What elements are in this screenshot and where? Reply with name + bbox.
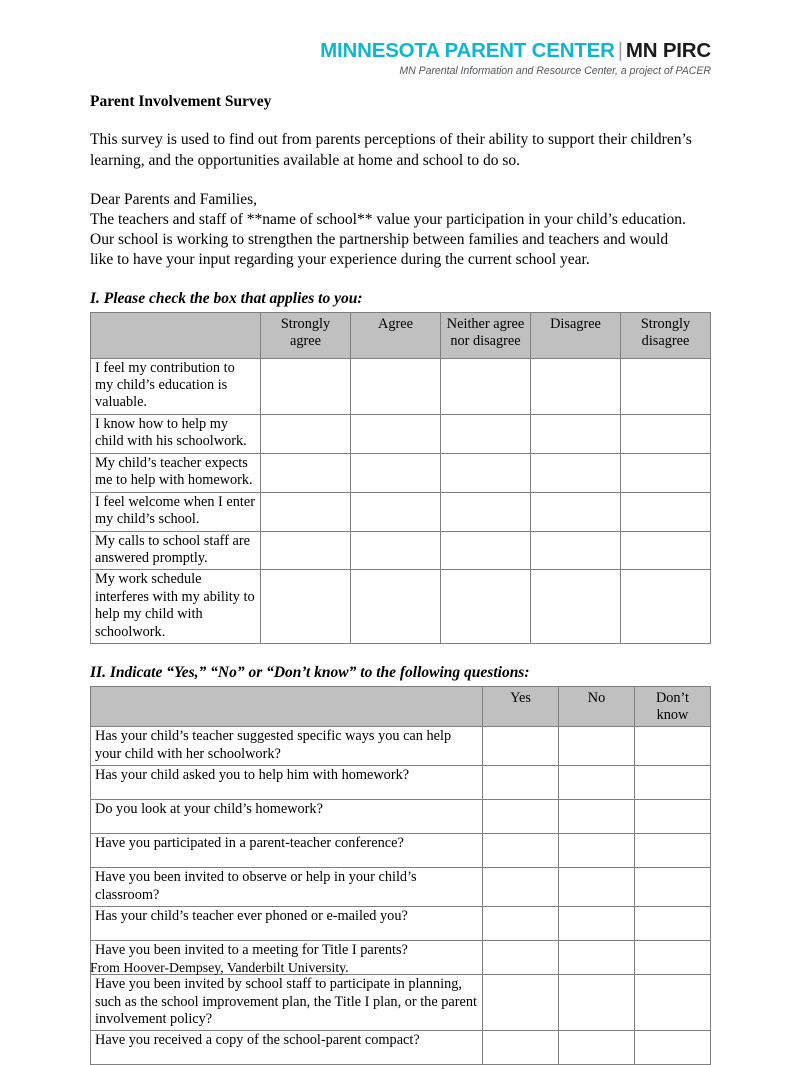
answer-checkbox-no[interactable] <box>559 834 635 868</box>
answer-checkbox-agree[interactable] <box>351 570 441 644</box>
answer-checkbox-strongly-disagree[interactable] <box>621 570 711 644</box>
section-one-heading: I. Please check the box that applies to you: <box>90 290 363 308</box>
answer-checkbox-yes[interactable] <box>483 1031 559 1065</box>
question-cell: Have you participated in a parent-teacher conference? <box>91 834 483 868</box>
table-row <box>91 414 711 453</box>
organization-logo <box>0 40 711 77</box>
letter-line-3: like to have your input regarding your experience during the current school year. <box>90 251 590 269</box>
answer-checkbox-strongly-agree[interactable] <box>261 570 351 644</box>
answer-checkbox-dont-know[interactable] <box>635 834 711 868</box>
answer-checkbox-strongly-disagree[interactable] <box>621 531 711 570</box>
statement-cell: My work schedule interferes with my ability to help my child with schoolwork. <box>91 570 261 644</box>
question-cell: Has your child asked you to help him with homework? <box>91 766 483 800</box>
answer-checkbox-strongly-disagree[interactable] <box>621 358 711 414</box>
table-row <box>91 492 711 531</box>
table-row <box>91 1031 711 1065</box>
statement-cell: My child’s teacher expects me to help with homework. <box>91 453 261 492</box>
answer-checkbox-dont-know[interactable] <box>635 868 711 907</box>
answer-checkbox-agree[interactable] <box>351 531 441 570</box>
column-header-dont-know: Don’t know <box>635 686 711 727</box>
intro-paragraph: This survey is used to find out from parents perceptions of their ability to support their children’s learning, and the opportunities available at home and school to do so. <box>90 131 692 169</box>
answer-checkbox-agree[interactable] <box>351 492 441 531</box>
table-row <box>91 531 711 570</box>
table-row <box>91 975 711 1031</box>
question-cell: Have you been invited to a meeting for Title I parents? <box>91 941 483 975</box>
logo-wordmark <box>0 40 711 62</box>
answer-checkbox-dont-know[interactable] <box>635 907 711 941</box>
answer-checkbox-strongly-agree[interactable] <box>261 453 351 492</box>
table-header-row <box>91 312 711 358</box>
answer-checkbox-neither[interactable] <box>441 414 531 453</box>
answer-checkbox-no[interactable] <box>559 727 635 766</box>
answer-checkbox-yes[interactable] <box>483 766 559 800</box>
table-row <box>91 800 711 834</box>
answer-checkbox-agree[interactable] <box>351 358 441 414</box>
column-header-statement <box>91 312 261 358</box>
answer-checkbox-strongly-disagree[interactable] <box>621 492 711 531</box>
spacer-before-section-two <box>90 644 710 663</box>
answer-checkbox-yes[interactable] <box>483 868 559 907</box>
answer-checkbox-strongly-agree[interactable] <box>261 492 351 531</box>
table-row <box>91 834 711 868</box>
spacer-before-section-one <box>90 270 710 289</box>
document-footer: From Hoover-Dempsey, Vanderbilt University. <box>90 960 349 975</box>
question-cell: Have you been invited to observe or help in your child’s classroom? <box>91 868 483 907</box>
answer-checkbox-yes[interactable] <box>483 907 559 941</box>
answer-checkbox-agree[interactable] <box>351 453 441 492</box>
logo-primary-text: MINNESOTA PARENT CENTER <box>320 39 615 62</box>
answer-checkbox-yes[interactable] <box>483 834 559 868</box>
answer-checkbox-dont-know[interactable] <box>635 800 711 834</box>
answer-checkbox-neither[interactable] <box>441 492 531 531</box>
column-header-no: No <box>559 686 635 727</box>
spacer-after-intro <box>90 171 710 190</box>
logo-secondary-text: MN PIRC <box>625 39 711 62</box>
statement-cell: I feel my contribution to my child’s education is valuable. <box>91 358 261 414</box>
column-header-strongly-disagree: Strongly disagree <box>621 312 711 358</box>
answer-checkbox-dont-know[interactable] <box>635 975 711 1031</box>
answer-checkbox-dont-know[interactable] <box>635 1031 711 1065</box>
spacer-after-title <box>90 111 710 130</box>
table-row <box>91 358 711 414</box>
answer-checkbox-yes[interactable] <box>483 975 559 1031</box>
letter-line-2: Our school is working to strengthen the partnership between families and teachers and would <box>90 230 669 248</box>
answer-checkbox-strongly-disagree[interactable] <box>621 453 711 492</box>
letter-line-1: The teachers and staff of **name of school** value your participation in your child’s education. <box>90 210 686 228</box>
question-cell: Have you received a copy of the school-parent compact? <box>91 1031 483 1065</box>
answer-checkbox-yes[interactable] <box>483 941 559 975</box>
column-header-strongly-agree: Strongly agree <box>261 312 351 358</box>
column-header-neither: Neither agree nor disagree <box>441 312 531 358</box>
answer-checkbox-no[interactable] <box>559 766 635 800</box>
answer-checkbox-no[interactable] <box>559 1031 635 1065</box>
answer-checkbox-disagree[interactable] <box>531 453 621 492</box>
answer-checkbox-no[interactable] <box>559 975 635 1031</box>
logo-separator: | <box>617 39 623 62</box>
answer-checkbox-disagree[interactable] <box>531 531 621 570</box>
answer-checkbox-neither[interactable] <box>441 358 531 414</box>
answer-checkbox-no[interactable] <box>559 868 635 907</box>
answer-checkbox-strongly-agree[interactable] <box>261 414 351 453</box>
statement-cell: My calls to school staff are answered promptly. <box>91 531 261 570</box>
answer-checkbox-neither[interactable] <box>441 531 531 570</box>
column-header-yes: Yes <box>483 686 559 727</box>
answer-checkbox-neither[interactable] <box>441 453 531 492</box>
answer-checkbox-yes[interactable] <box>483 800 559 834</box>
page-title: Parent Involvement Survey <box>90 93 272 110</box>
table-row <box>91 868 711 907</box>
section-two-table <box>90 686 711 1065</box>
answer-checkbox-no[interactable] <box>559 941 635 975</box>
answer-checkbox-disagree[interactable] <box>531 358 621 414</box>
table-row <box>91 570 711 644</box>
answer-checkbox-strongly-agree[interactable] <box>261 358 351 414</box>
salutation: Dear Parents and Families, <box>90 190 258 208</box>
table-row <box>91 453 711 492</box>
answer-checkbox-disagree[interactable] <box>531 492 621 531</box>
answer-checkbox-dont-know[interactable] <box>635 727 711 766</box>
answer-checkbox-no[interactable] <box>559 800 635 834</box>
answer-checkbox-dont-know[interactable] <box>635 941 711 975</box>
statement-cell: I know how to help my child with his schoolwork. <box>91 414 261 453</box>
column-header-agree: Agree <box>351 312 441 358</box>
logo-tagline: MN Parental Information and Resource Center, a project of PACER <box>399 64 711 77</box>
document-body <box>90 92 710 1065</box>
answer-checkbox-agree[interactable] <box>351 414 441 453</box>
answer-checkbox-no[interactable] <box>559 907 635 941</box>
table-row <box>91 907 711 941</box>
answer-checkbox-strongly-agree[interactable] <box>261 531 351 570</box>
statement-cell: I feel welcome when I enter my child’s school. <box>91 492 261 531</box>
answer-checkbox-disagree[interactable] <box>531 570 621 644</box>
table-row <box>91 766 711 800</box>
answer-checkbox-dont-know[interactable] <box>635 766 711 800</box>
section-one-table <box>90 312 711 645</box>
section-two-heading: II. Indicate “Yes,” “No” or “Don’t know” to the following questions: <box>90 664 530 682</box>
column-header-disagree: Disagree <box>531 312 621 358</box>
question-cell: Has your child’s teacher suggested specific ways you can help your child with her schoolwork? <box>91 727 483 766</box>
question-cell: Has your child’s teacher ever phoned or e-mailed you? <box>91 907 483 941</box>
table-header-row <box>91 686 711 727</box>
column-header-question <box>91 686 483 727</box>
answer-checkbox-yes[interactable] <box>483 727 559 766</box>
question-cell: Have you been invited by school staff to participate in planning, such as the school improvement plan, the Title I plan, or the parent involvement policy? <box>91 975 483 1031</box>
question-cell: Do you look at your child’s homework? <box>91 800 483 834</box>
answer-checkbox-neither[interactable] <box>441 570 531 644</box>
answer-checkbox-disagree[interactable] <box>531 414 621 453</box>
table-row <box>91 727 711 766</box>
answer-checkbox-strongly-disagree[interactable] <box>621 414 711 453</box>
